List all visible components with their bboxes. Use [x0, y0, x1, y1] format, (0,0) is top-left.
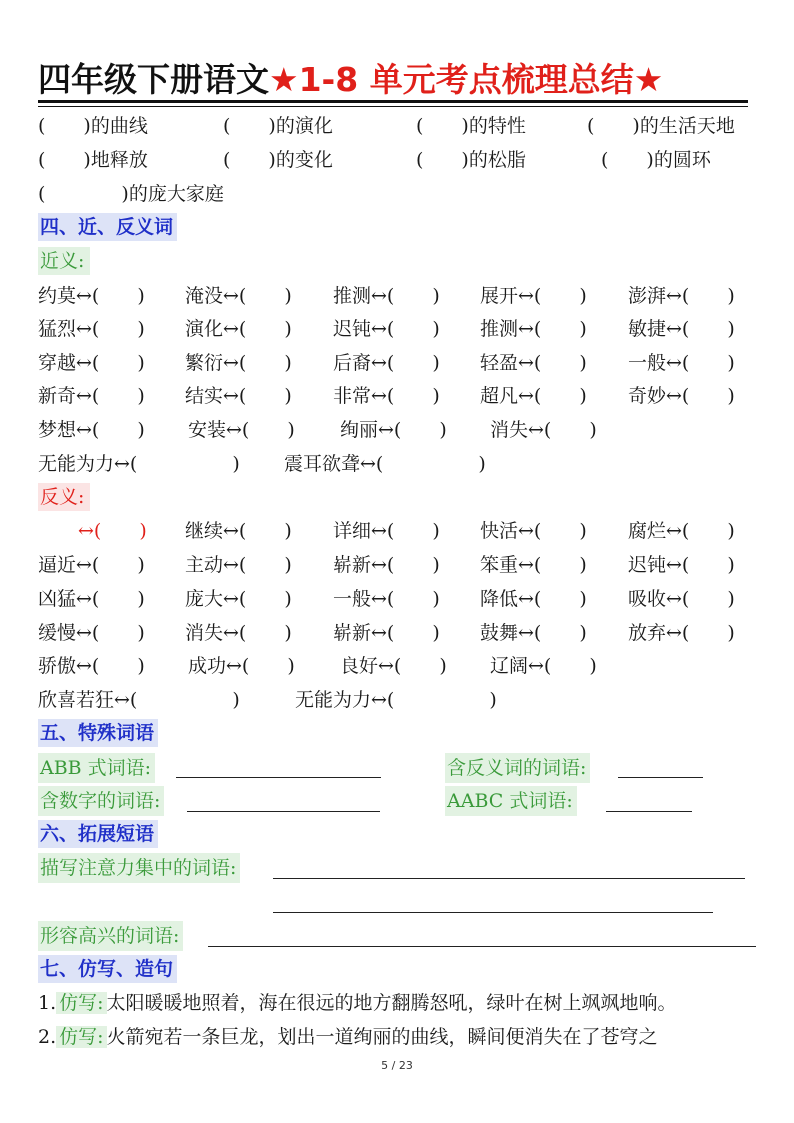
imitation-tag: 仿写: [56, 992, 106, 1014]
synonym-item: 展开↔( ) [480, 285, 587, 307]
fill-item: ( )的松脂 [416, 149, 526, 171]
antonym-item: 降低↔( ) [480, 588, 587, 610]
antonym-item: 一般↔( ) [333, 588, 440, 610]
fill-row-2 [38, 145, 758, 175]
happy-words-label: 形容高兴的词语: [38, 921, 183, 951]
antonym-item: 迟钝↔( ) [628, 554, 735, 576]
imitation-item-2 [38, 1022, 768, 1052]
imitation-text: 太阳暖暖地照着，海在很远的地方翻腾怒吼，绿叶在树上飒飒地响。 [106, 992, 677, 1014]
fill-item: ( )的庞大家庭 [38, 183, 224, 205]
antonym-item: 详细↔( ) [333, 520, 440, 542]
antonym-item: 鼓舞↔( ) [480, 622, 587, 644]
synonym-item: 淹没↔( ) [185, 285, 292, 307]
abb-words-label: ABB 式词语: [38, 753, 155, 783]
synonym-row [38, 381, 758, 411]
fill-item: ( )的特性 [416, 115, 526, 137]
synonym-row [38, 281, 758, 311]
synonym-item: 推测↔( ) [480, 318, 587, 340]
section-heading-extended-phrases: 六、拓展短语 [38, 820, 158, 848]
aabc-words-answer-line[interactable] [606, 811, 692, 812]
synonym-row [38, 415, 758, 445]
antonym-words-answer-line[interactable] [618, 777, 703, 778]
attention-words-label: 描写注意力集中的词语: [38, 853, 240, 883]
antonym-row [38, 550, 758, 580]
antonym-item: 快活↔( ) [480, 520, 587, 542]
attention-words-answer-line[interactable] [273, 878, 745, 879]
synonym-item: 轻盈↔( ) [480, 352, 587, 374]
page-number: 5 / 23 [381, 1059, 413, 1072]
abb-words-answer-line[interactable] [176, 777, 381, 778]
fill-item: ( )的曲线 [38, 115, 148, 137]
synonym-item: 绚丽↔( ) [340, 419, 447, 441]
number-words-label: 含数字的词语: [38, 786, 164, 816]
synonym-row [38, 449, 758, 479]
synonym-item: 非常↔( ) [333, 385, 440, 407]
section-heading-synonyms-antonyms: 四、近、反义词 [38, 213, 177, 241]
antonym-row [38, 618, 758, 648]
synonym-item: 猛烈↔( ) [38, 318, 145, 340]
synonym-item: 一般↔( ) [628, 352, 735, 374]
antonym-words-label: 含反义词的词语: [445, 753, 590, 783]
antonym-row [38, 584, 758, 614]
synonym-item: 震耳欲聋↔( ) [284, 453, 486, 475]
fill-item: ( )的生活天地 [587, 115, 735, 137]
antonym-row [38, 685, 758, 715]
imitation-tag: 仿写: [56, 1026, 106, 1048]
synonym-item: 约莫↔( ) [38, 285, 145, 307]
item-number: 1. [38, 992, 57, 1014]
antonym-label: 反义: [38, 483, 90, 511]
antonym-item: 继续↔( ) [185, 520, 292, 542]
fill-item: ( )的演化 [223, 115, 333, 137]
synonym-item: 消失↔( ) [490, 419, 597, 441]
synonym-item: 繁衍↔( ) [185, 352, 292, 374]
antonym-item: 崭新↔( ) [333, 554, 440, 576]
antonym-item: 凶猛↔( ) [38, 588, 145, 610]
aabc-words-label: AABC 式词语: [445, 786, 577, 816]
synonym-item: 敏捷↔( ) [628, 318, 735, 340]
antonym-item: 腐烂↔( ) [628, 520, 735, 542]
synonym-row [38, 348, 758, 378]
antonym-item: 骄傲↔( ) [38, 655, 145, 677]
antonym-item: 良好↔( ) [340, 655, 447, 677]
synonym-item: 梦想↔( ) [38, 419, 145, 441]
imitation-item-1 [38, 988, 768, 1018]
section-heading-special-words: 五、特殊词语 [38, 719, 158, 747]
attention-words-answer-line-2[interactable] [273, 912, 713, 913]
synonym-item: 无能为力↔( ) [38, 453, 240, 475]
synonym-label: 近义: [38, 247, 90, 275]
fill-row-1 [38, 111, 758, 141]
antonym-item: ↔( ) [78, 520, 147, 542]
synonym-item: 迟钝↔( ) [333, 318, 440, 340]
title-rule-thick [38, 100, 748, 103]
synonym-item: 穿越↔( ) [38, 352, 145, 374]
section-heading-imitation-writing: 七、仿写、造句 [38, 955, 177, 983]
antonym-row [38, 516, 758, 546]
antonym-item: 逼近↔( ) [38, 554, 145, 576]
number-words-answer-line[interactable] [187, 811, 380, 812]
antonym-item: 庞大↔( ) [185, 588, 292, 610]
antonym-item: 放弃↔( ) [628, 622, 735, 644]
synonym-row [38, 314, 758, 344]
antonym-item: 笨重↔( ) [480, 554, 587, 576]
antonym-item: 成功↔( ) [188, 655, 295, 677]
title-main: 四年级下册语文 [38, 60, 269, 99]
antonym-row [38, 651, 758, 681]
antonym-item: 无能为力↔( ) [295, 689, 497, 711]
synonym-item: 澎湃↔( ) [628, 285, 735, 307]
title-highlight: ★1-8 单元考点梳理总结★ [269, 60, 664, 99]
antonym-item: 缓慢↔( ) [38, 622, 145, 644]
antonym-item: 辽阔↔( ) [490, 655, 597, 677]
antonym-item: 欣喜若狂↔( ) [38, 689, 240, 711]
fill-item: ( )地释放 [38, 149, 148, 171]
antonym-item: 消失↔( ) [185, 622, 292, 644]
fill-item: ( )的变化 [223, 149, 333, 171]
synonym-item: 演化↔( ) [185, 318, 292, 340]
item-number: 2. [38, 1026, 57, 1048]
title-rule-thin [38, 106, 748, 107]
antonym-item: 崭新↔( ) [333, 622, 440, 644]
page-title [38, 56, 750, 104]
antonym-item: 吸收↔( ) [628, 588, 735, 610]
fill-item: ( )的圆环 [601, 149, 711, 171]
synonym-item: 后裔↔( ) [333, 352, 440, 374]
synonym-item: 奇妙↔( ) [628, 385, 735, 407]
imitation-text: 火箭宛若一条巨龙，划出一道绚丽的曲线，瞬间便消失在了苍穹之 [106, 1026, 658, 1048]
fill-row-3 [38, 179, 758, 209]
happy-words-answer-line[interactable] [208, 946, 756, 947]
antonym-item: 主动↔( ) [185, 554, 292, 576]
synonym-item: 结实↔( ) [185, 385, 292, 407]
synonym-item: 安装↔( ) [188, 419, 295, 441]
synonym-item: 超凡↔( ) [480, 385, 587, 407]
synonym-item: 推测↔( ) [333, 285, 440, 307]
synonym-item: 新奇↔( ) [38, 385, 145, 407]
